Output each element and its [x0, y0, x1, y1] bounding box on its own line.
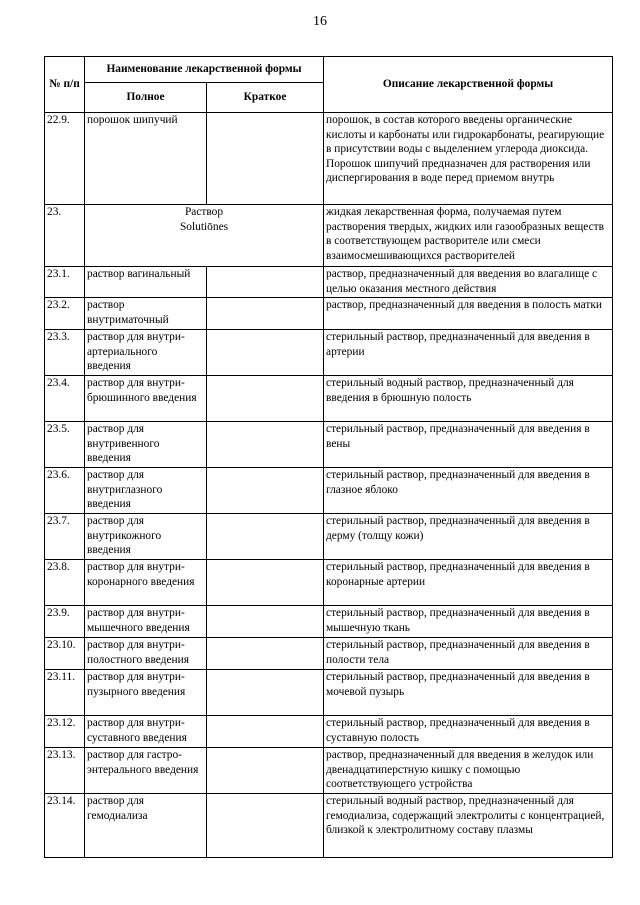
- row-description: стерильный раствор, предназначенный для введения в дерму (толщу кожи): [324, 514, 613, 560]
- table-row: [45, 748, 613, 794]
- row-full-name: порошок шипучий: [85, 113, 207, 205]
- table-row: [45, 638, 613, 670]
- row-short-name: [207, 514, 324, 560]
- header-num: № п/п: [45, 57, 85, 113]
- table-row: [45, 794, 613, 858]
- row-full-name: раствор для внутри-артериального введения: [85, 330, 207, 376]
- table-row: [45, 376, 613, 422]
- row-description: раствор, предназначенный для введения в желудок или двенадцатиперстную кишку с помощью соответствующего устройства: [324, 748, 613, 794]
- table-row: [45, 422, 613, 468]
- row-short-name: [207, 606, 324, 638]
- row-full-name: раствор для внутри-суставного введения: [85, 716, 207, 748]
- row-number: 23.: [45, 205, 85, 267]
- row-short-name: [207, 113, 324, 205]
- row-description: раствор, предназначенный для введения в полость матки: [324, 298, 613, 330]
- row-number: 22.9.: [45, 113, 85, 205]
- table-body: [45, 113, 613, 858]
- table-row: [45, 330, 613, 376]
- row-number: 23.4.: [45, 376, 85, 422]
- dosage-forms-table: [44, 56, 613, 858]
- row-full-name: раствор для внутрикожного введения: [85, 514, 207, 560]
- row-number: 23.5.: [45, 422, 85, 468]
- row-full-name: раствор для гастро-энтерального введения: [85, 748, 207, 794]
- row-full-name: раствор для внутри-мышечного введения: [85, 606, 207, 638]
- row-number: 23.9.: [45, 606, 85, 638]
- row-description: жидкая лекарственная форма, получаемая путем растворения твердых, жидких или газообразных веществ в соответствующем растворителе или смеси взаимосмешивающихся растворителей: [324, 205, 613, 267]
- table-row: [45, 205, 613, 267]
- row-description: стерильный раствор, предназначенный для введения в артерии: [324, 330, 613, 376]
- row-short-name: [207, 267, 324, 298]
- header-full: Полное: [85, 83, 207, 113]
- row-full-name: раствор для внутри-пузырного введения: [85, 670, 207, 716]
- row-number: 23.1.: [45, 267, 85, 298]
- row-number: 23.2.: [45, 298, 85, 330]
- row-description: стерильный раствор, предназначенный для введения в коронарные артерии: [324, 560, 613, 606]
- row-full-name: раствор для гемодиализа: [85, 794, 207, 858]
- row-description: стерильный водный раствор, предназначенный для введения в брюшную полость: [324, 376, 613, 422]
- row-short-name: [207, 298, 324, 330]
- row-description: порошок, в состав которого введены органические кислоты и карбонаты или гидрокарбонаты, реагирующие в присутствии воды с выделением углерода диоксида. Порошок шипучий предназначен для растворения или диспергирования в воде перед приемом внутрь: [324, 113, 613, 205]
- row-short-name: [207, 560, 324, 606]
- table-row: [45, 606, 613, 638]
- row-description: стерильный раствор, предназначенный для введения в мочевой пузырь: [324, 670, 613, 716]
- row-description: стерильный раствор, предназначенный для введения в полости тела: [324, 638, 613, 670]
- row-number: 23.12.: [45, 716, 85, 748]
- row-full-name: раствор для внутри-коронарного введения: [85, 560, 207, 606]
- row-description: стерильный раствор, предназначенный для введения в глазное яблоко: [324, 468, 613, 514]
- row-short-name: [207, 330, 324, 376]
- row-short-name: [207, 748, 324, 794]
- row-description: стерильный раствор, предназначенный для введения в вены: [324, 422, 613, 468]
- table-row: [45, 514, 613, 560]
- row-number: 23.11.: [45, 670, 85, 716]
- table-row: [45, 298, 613, 330]
- header-description: Описание лекарственной формы: [324, 57, 613, 113]
- table-row: [45, 560, 613, 606]
- row-full-name: раствор для внутри-брюшинного введения: [85, 376, 207, 422]
- row-merged-name: [85, 205, 324, 267]
- row-full-name: раствор для внутриглазного введения: [85, 468, 207, 514]
- row-description: стерильный водный раствор, предназначенный для гемодиализа, содержащий электролиты с концентрацией, близкой к электролитному составу плазмы: [324, 794, 613, 858]
- row-full-name: раствор внутриматочный: [85, 298, 207, 330]
- row-number: 23.10.: [45, 638, 85, 670]
- row-number: 23.13.: [45, 748, 85, 794]
- row-name-ru: Раствор: [184, 206, 224, 218]
- row-name-lat: Solutiōnes: [179, 220, 229, 233]
- header-short: Краткое: [207, 83, 324, 113]
- page-number: 16: [313, 14, 327, 29]
- table-row: [45, 670, 613, 716]
- row-full-name: раствор вагинальный: [85, 267, 207, 298]
- row-short-name: [207, 376, 324, 422]
- row-number: 23.14.: [45, 794, 85, 858]
- row-number: 23.7.: [45, 514, 85, 560]
- table-row: [45, 716, 613, 748]
- table-row: [45, 267, 613, 298]
- row-short-name: [207, 670, 324, 716]
- row-number: 23.8.: [45, 560, 85, 606]
- row-short-name: [207, 422, 324, 468]
- row-description: стерильный раствор, предназначенный для введения в суставную полость: [324, 716, 613, 748]
- row-description: раствор, предназначенный для введения во влагалище с целью оказания местного действия: [324, 267, 613, 298]
- row-short-name: [207, 794, 324, 858]
- row-full-name: раствор для внутри-полостного введения: [85, 638, 207, 670]
- row-description: стерильный раствор, предназначенный для введения в мышечную ткань: [324, 606, 613, 638]
- header-name-group: Наименование лекарственной формы: [85, 57, 324, 83]
- table-row: [45, 113, 613, 205]
- row-short-name: [207, 638, 324, 670]
- row-short-name: [207, 468, 324, 514]
- table-row: [45, 468, 613, 514]
- row-number: 23.6.: [45, 468, 85, 514]
- row-full-name: раствор для внутривенного введения: [85, 422, 207, 468]
- row-number: 23.3.: [45, 330, 85, 376]
- row-short-name: [207, 716, 324, 748]
